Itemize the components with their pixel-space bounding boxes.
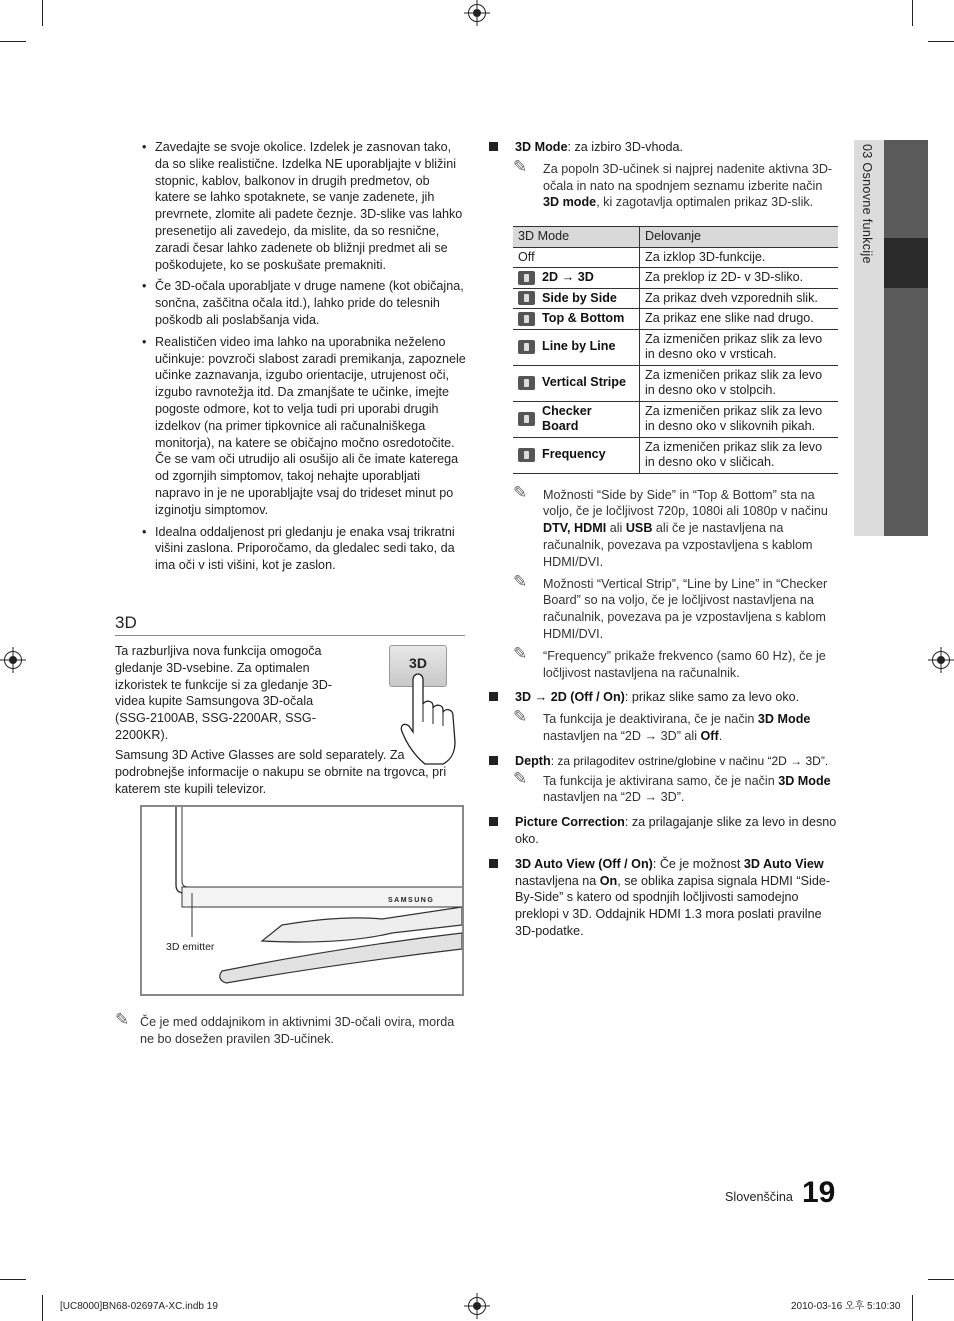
mode-cell: Line by Line — [513, 329, 640, 365]
mode-cell: Frequency — [513, 437, 640, 473]
page-number: 19 — [802, 1176, 836, 1209]
item-desc: : za izbiro 3D-vhoda. — [567, 140, 683, 154]
side-by-side-icon — [518, 291, 535, 305]
note-frequency: ✎ “Frequency” prikaže frekvenco (samo 60 Hz), če je ločljivost nastavljena na računalnik. — [513, 643, 826, 680]
item-depth: Depth: za prilagoditev ostrine/globine v načinu “2D → 3D”. — [489, 753, 839, 770]
table-row — [513, 309, 838, 330]
crop-mark — [928, 1279, 954, 1280]
desc-cell: Za prikaz ene slike nad drugo. — [640, 309, 839, 330]
remote-3d-button-illustration — [385, 642, 467, 768]
crop-mark — [928, 41, 954, 42]
bullet-item: • Če 3D-očala uporabljate v druge namene (kot običajna, sončna, zaščitna očala itd.), lahko pride do telesnih poškodb ali poslabšanja vida. — [140, 278, 466, 328]
item-3d-auto-view: 3D Auto View (Off / On): Če je možnost 3D Auto View nastavljena na On, se oblika zapisa signala HDMI “Side-By-Side” s katero od spodnjih ločljivosti samodejno preklopi v 3D. Oddajnik HDMI 1.3 mora poslati pravilne 3D-podatke. — [489, 856, 839, 940]
table-row — [513, 247, 838, 268]
hand-icon — [385, 642, 467, 768]
table-row — [513, 401, 838, 437]
intro-text-2: Samsung 3D Active Glasses are sold separately. Za podrobnejše informacije o nakupu se obrnite na trgovca, pri katerem ste kupili televizor. — [115, 748, 447, 796]
mode-cell: Checker Board — [513, 401, 640, 437]
desc-cell: Za izmeničen prikaz slik za levo in desno oko v sličicah. — [640, 437, 839, 473]
intro-text: Ta razburljiva nova funkcija omogoča gledanje 3D-vsebine. Za optimalen izkoristek te funkcije si za gledanje 3D-videa kupite Samsungova 3D-očala (SSG-2100AB, SSG-2200AR, SSG-2200KR). — [115, 644, 332, 742]
desc-cell: Za izmeničen prikaz slik za levo in desno oko v stolpcih. — [640, 365, 839, 401]
crop-mark — [0, 41, 26, 42]
table-header-cell: 3D Mode — [513, 227, 640, 248]
crop-mark — [42, 0, 43, 26]
square-bullet-icon — [489, 756, 498, 765]
note-3d-to-2d: ✎ Ta funkcija je deaktivirana, če je način 3D Mode nastavljen na “2D → 3D” ali Off. — [513, 707, 811, 744]
safety-bullets — [140, 139, 466, 579]
bullet-item: • Idealna oddaljenost pri gledanju je enaka vsaj trikratni višini zaslona. Priporočamo, da gledalec sedi tako, da ima oči v isti višini, kot je zaslon. — [140, 524, 466, 574]
crop-mark — [0, 1279, 26, 1280]
mode-cell: Vertical Stripe — [513, 365, 640, 401]
desc-cell: Za izmeničen prikaz slik za levo in desno oko v vrsticah. — [640, 329, 839, 365]
square-bullet-icon — [489, 692, 498, 701]
tv-brand-logo: SAMSUNG — [388, 897, 435, 904]
note-pencil-icon: ✎ — [513, 768, 528, 788]
table-header-row — [513, 227, 838, 248]
chapter-tab-label: 03 Osnovne funkcije — [859, 144, 874, 264]
item-picture-correction: Picture Correction: za prilagajanje slike za levo in desno oko. — [489, 814, 839, 848]
note-text: Če je med oddajnikom in aktivnimi 3D-očali ovira, morda ne bo dosežen pravilen 3D-učinek. — [140, 1015, 455, 1046]
crop-mark — [42, 1295, 43, 1321]
emitter-label: 3D emitter — [166, 941, 215, 953]
registration-mark-icon — [4, 651, 22, 669]
bullet-item: • Realističen video ima lahko na uporabnika neželeno učinkuje: povzroči slabost zaradi premikanja, zapoznele učinke zaznavanja, izgubo orientacije, utrujenost oči, izgubo ravnotežja itd. Da zmanjšate te učinke, imejte pogoste odmore, kot to velja tudi pri uporabi drugih izdelkov (na primer tipkovnice ali računalniškega monitorja), na katere se običajno močno osredotočite. Če se vam oči utrudijo ali osušijo ali če imate katerega od zgornjih simptomov, takoj nehajte uporabljati napravo in je ne uporabljajte vsaj do trideset minut po izginotju simptomov. — [140, 334, 466, 519]
3d-button-label: 3D — [409, 655, 427, 671]
table-row — [513, 268, 838, 289]
item-3d-mode — [489, 139, 839, 156]
table-row — [513, 365, 838, 401]
top-bottom-icon — [518, 312, 535, 326]
square-bullet-icon — [489, 817, 498, 826]
desc-cell: Za preklop iz 2D- v 3D-sliko. — [640, 268, 839, 289]
registration-mark-icon — [932, 651, 950, 669]
square-bullet-icon — [489, 859, 498, 868]
note-pencil-icon: ✎ — [513, 482, 528, 502]
vertical-stripe-icon — [518, 376, 535, 390]
note-pencil-icon: ✎ — [513, 156, 528, 176]
crop-mark — [912, 0, 913, 26]
desc-cell: Za izmeničen prikaz slik za levo in desno oko v slikovnih pikah. — [640, 401, 839, 437]
square-bullet-icon — [489, 142, 498, 151]
crop-mark — [912, 1295, 913, 1321]
frequency-icon — [518, 448, 535, 462]
item-3d-to-2d: 3D → 2D (Off / On): prikaz slike samo za levo oko. — [489, 689, 839, 706]
print-date-info: 2010-03-16 오후 5:10:30 — [791, 1301, 901, 1312]
table-header-cell: Delovanje — [640, 227, 839, 248]
desc-cell: Za izklop 3D-funkcije. — [640, 247, 839, 268]
desc-cell: Za prikaz dveh vzporednih slik. — [640, 288, 839, 309]
3d-mode-table — [513, 226, 838, 474]
footer-language: Slovenščina — [725, 1190, 793, 1204]
tv-illustration — [140, 805, 464, 996]
item-term: 3D Mode — [515, 140, 568, 154]
note-depth: ✎ Ta funkcija je aktivirana samo, če je način 3D Mode nastavljen na “2D → 3D”. — [513, 768, 831, 805]
mode-cell: 2D → 3D — [513, 268, 640, 289]
note-pencil-icon: ✎ — [513, 707, 528, 727]
chapter-tab-marker — [884, 238, 928, 288]
line-by-line-icon — [518, 340, 535, 354]
checker-board-icon — [518, 412, 535, 426]
obstacle-note — [115, 1010, 470, 1048]
table-row — [513, 288, 838, 309]
note-side-by-side: ✎ Možnosti “Side by Side” in “Top & Bottom” sta na voljo, če je ločljivost 720p, 1080i ali 1080p v načinu DTV, HDMI ali USB ali če je nastavljena na računalnik, povezava pa vzpostavljena s kablom HDMI/DVI. — [513, 482, 828, 569]
note-pencil-icon: ✎ — [115, 1010, 130, 1029]
section-title: 3D — [115, 613, 137, 632]
section-divider — [115, 635, 465, 636]
chapter-tab-bar — [884, 140, 928, 536]
note-vertical-strip: ✎ Možnosti “Vertical Strip”, “Line by Line” in “Checker Board” so na voljo, če je ločljivost nastavljena na računalnik, povezava pa je vzpostavljena s kablom HDMI/DVI. — [513, 571, 828, 642]
note-pencil-icon: ✎ — [513, 643, 528, 663]
table-row — [513, 329, 838, 365]
note-pencil-icon: ✎ — [513, 571, 528, 591]
mode-cell: Top & Bottom — [513, 309, 640, 330]
registration-mark-icon — [468, 1297, 486, 1315]
mode-cell: Off — [513, 247, 640, 268]
print-file-info: [UC8000]BN68-02697A-XC.indb 19 — [60, 1301, 218, 1312]
table-row — [513, 437, 838, 473]
mode-cell: Side by Side — [513, 288, 640, 309]
bullet-item: • Zavedajte se svoje okolice. Izdelek je zasnovan tako, da so slike realistične. Izdelka NE uporabljajte v bližini stopnic, kablov, balkonov in drugih predmetov, ob katere se lahko spotaknete, se vanje zadenete, jih prevrnete, zlomite ali padete čeznje. 3D-slike vas lahko presenetijo ali zavedejo, da mislite, da so resnične, zaradi česar lahko zadenete ob bližnji predmet ali se poškodujete, ko se poskušate premakniti. — [140, 139, 466, 273]
right-column — [489, 139, 839, 940]
2d-to-3d-icon — [518, 271, 535, 285]
registration-mark-icon — [468, 4, 486, 22]
mode-note: ✎ Za popoln 3D-učinek si najprej nadenite aktivna 3D-očala in nato na spodnjem seznamu izberite način 3D mode, ki zagotavlja optimalen prikaz 3D-slik. — [513, 156, 833, 210]
